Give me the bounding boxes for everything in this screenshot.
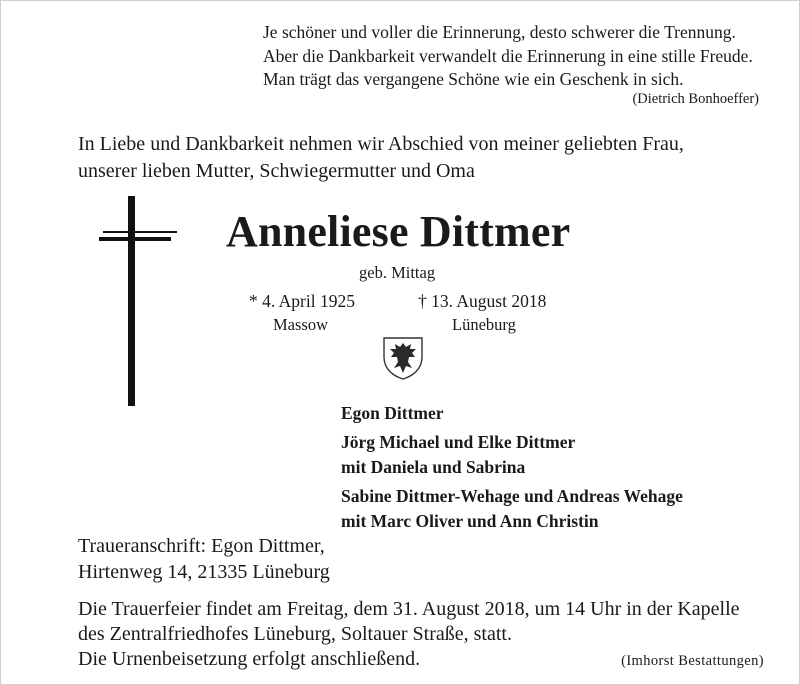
- deceased-name: Anneliese Dittmer: [226, 207, 571, 256]
- mourners-list: [341, 401, 683, 538]
- birth-date: * 4. April 1925: [249, 291, 355, 311]
- address-line: Traueranschrift: Egon Dittmer,: [78, 535, 325, 557]
- mourning-address: [78, 533, 330, 585]
- funeral-home: (Imhorst Bestattungen): [621, 653, 764, 669]
- death-date: † 13. August 2018: [418, 291, 547, 311]
- ceremony-line: Die Urnenbeisetzung erfolgt anschließend.: [78, 648, 421, 670]
- quote-line: Aber die Dankbarkeit verwandelt die Erinnerung in eine stille Freude.: [263, 45, 753, 66]
- quote-block: [263, 21, 753, 92]
- intro-text: [78, 131, 684, 185]
- quote-line: Je schöner und voller die Erinnerung, desto schwerer die Trennung.: [263, 22, 736, 42]
- mourner-line: Egon Dittmer: [341, 403, 444, 423]
- address-line: Hirtenweg 14, 21335 Lüneburg: [78, 561, 330, 583]
- mourner-group: [341, 484, 683, 534]
- intro-line: unserer lieben Mutter, Schwiegermutter und Oma: [78, 160, 475, 182]
- ceremony-line: Die Trauerfeier findet am Freitag, dem 31. August 2018, um 14 Uhr in der Kapelle: [78, 598, 740, 620]
- mourner-group: [341, 430, 683, 480]
- death-place: Lüneburg: [452, 315, 516, 334]
- quote-line: Man trägt das vergangene Schöne wie ein Geschenk in sich.: [263, 69, 684, 89]
- quote-author: (Dietrich Bonhoeffer): [632, 91, 759, 107]
- mourner-line: mit Daniela und Sabrina: [341, 457, 526, 477]
- maiden-name: geb. Mittag: [359, 263, 436, 282]
- intro-line: In Liebe und Dankbarkeit nehmen wir Abschied von meiner geliebten Frau,: [78, 133, 684, 155]
- mourner-line: mit Marc Oliver und Ann Christin: [341, 511, 599, 531]
- mourner-group: [341, 401, 683, 426]
- mourner-line: Sabine Dittmer-Wehage und Andreas Wehage: [341, 486, 683, 506]
- coat-of-arms-icon: [381, 335, 425, 381]
- mourner-line: Jörg Michael und Elke Dittmer: [341, 432, 576, 452]
- birth-place: Massow: [273, 315, 329, 334]
- ceremony-line: des Zentralfriedhofes Lüneburg, Soltauer Straße, statt.: [78, 623, 512, 645]
